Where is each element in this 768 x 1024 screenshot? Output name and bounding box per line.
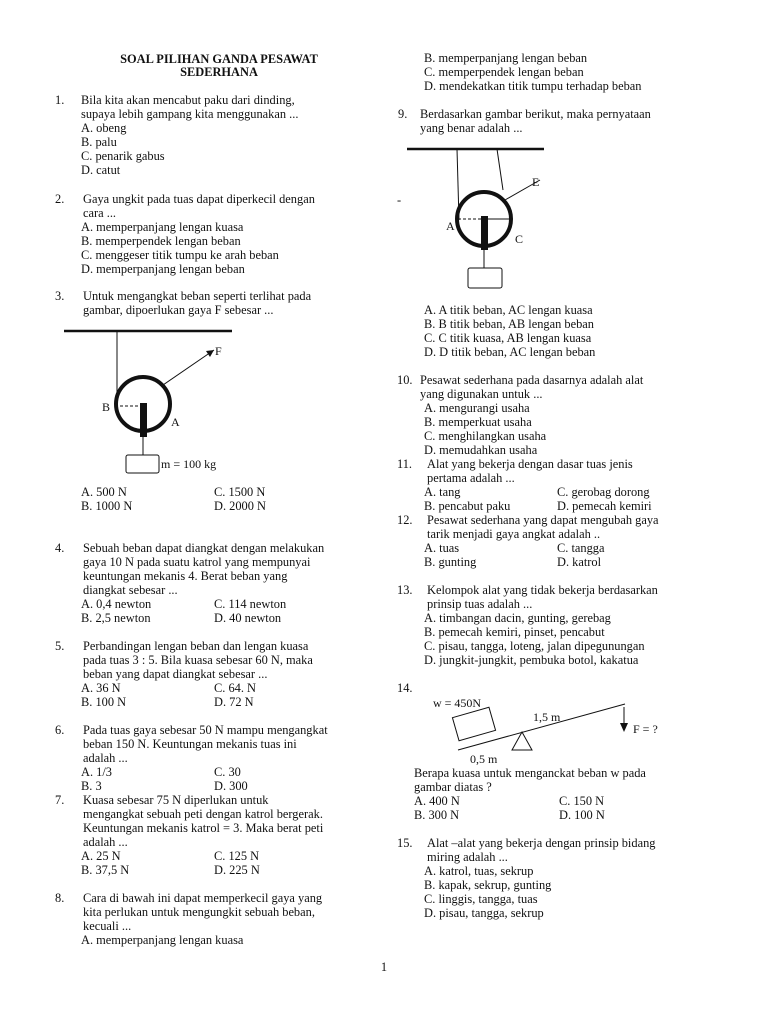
- mass-label: m = 100 kg: [161, 457, 217, 471]
- question-text: Alat –alat yang bekerja dengan prinsip bidang: [427, 836, 656, 850]
- option[interactable]: A. timbangan dacin, gunting, gerebag: [424, 611, 611, 625]
- question-text: Pesawat sederhana yang dapat mengubah gaya: [427, 513, 659, 527]
- title-line-1: SOAL PILIHAN GANDA PESAWAT: [120, 52, 318, 66]
- option[interactable]: A. 400 N: [414, 794, 460, 808]
- option[interactable]: D. mendekatkan titik tumpu terhadap beban: [424, 79, 642, 93]
- question-text: miring adalah ...: [427, 850, 508, 864]
- question-number: 10.: [397, 373, 413, 387]
- question-text: beban 150 N. Keuntungan mekanis tuas ini: [83, 737, 297, 751]
- point-c-label: C: [515, 232, 524, 246]
- point-a-label: A: [446, 219, 455, 233]
- option[interactable]: D. pisau, tangga, sekrup: [424, 906, 544, 920]
- option[interactable]: D. 100 N: [559, 808, 605, 822]
- question-number: 13.: [397, 583, 413, 597]
- option[interactable]: C. memperpendek lengan beban: [424, 65, 584, 79]
- question-text: adalah ...: [83, 751, 128, 765]
- option[interactable]: D. catut: [81, 163, 121, 177]
- option[interactable]: B. pemecah kemiri, pinset, pencabut: [424, 625, 605, 639]
- option[interactable]: A. tang: [424, 485, 461, 499]
- option[interactable]: A. memperpanjang lengan kuasa: [81, 933, 244, 947]
- force-label: F: [215, 344, 222, 358]
- option[interactable]: B. palu: [81, 135, 117, 149]
- option[interactable]: C. 125 N: [214, 849, 260, 863]
- option[interactable]: D. 40 newton: [214, 611, 282, 625]
- question-number: 5.: [55, 639, 65, 653]
- question-text: Pesawat sederhana pada dasarnya adalah alat: [420, 373, 644, 387]
- option[interactable]: C. menggeser titik tumpu ke arah beban: [81, 248, 279, 262]
- option[interactable]: B. memperkuat usaha: [424, 415, 532, 429]
- question-text: gambar, dipoerlukan gaya F sebesar ...: [83, 303, 274, 317]
- load-arm-label: 0,5 m: [470, 752, 498, 766]
- question-number: 8.: [55, 891, 65, 905]
- question-text: Berdasarkan gambar berikut, maka pernyataan: [420, 107, 651, 121]
- option[interactable]: C. tangga: [557, 541, 605, 555]
- question-number: 6.: [55, 723, 65, 737]
- option[interactable]: A. 36 N: [81, 681, 121, 695]
- option[interactable]: A. A titik beban, AC lengan kuasa: [424, 303, 593, 317]
- option[interactable]: A. mengurangi usaha: [424, 401, 530, 415]
- question-text: pertama adalah ...: [427, 471, 515, 485]
- question-text: kecuali ...: [83, 919, 132, 933]
- question-number: 9.: [398, 107, 408, 121]
- option[interactable]: C. menghilangkan usaha: [424, 429, 547, 443]
- question-text: adalah ...: [83, 835, 128, 849]
- option[interactable]: B. B titik beban, AB lengan beban: [424, 317, 595, 331]
- option[interactable]: D. memperpanjang lengan beban: [81, 262, 245, 276]
- option[interactable]: B. 3: [81, 779, 102, 793]
- question-number: 2.: [55, 192, 65, 206]
- option[interactable]: B. 1000 N: [81, 499, 133, 513]
- option[interactable]: B. 2,5 newton: [81, 611, 151, 625]
- question-text: prinsip tuas adalah ...: [427, 597, 533, 611]
- question-number: 11.: [397, 457, 413, 471]
- page-number: 1: [380, 960, 388, 974]
- option[interactable]: D. pemecah kemiri: [557, 499, 652, 513]
- question-text: Berapa kuasa untuk menganckat beban w pada: [414, 766, 646, 780]
- option[interactable]: B. memperpanjang lengan beban: [424, 51, 588, 65]
- option[interactable]: A. 1/3: [81, 765, 112, 779]
- option[interactable]: A. katrol, tuas, sekrup: [424, 864, 534, 878]
- option[interactable]: D. 300: [214, 779, 248, 793]
- title-line-2: SEDERHANA: [180, 65, 258, 79]
- option[interactable]: C. 30: [214, 765, 241, 779]
- question-text: Bila kita akan mencabut paku dari dinding,: [81, 93, 295, 107]
- question-text: Keuntungan mekanis katrol = 3. Maka berat peti: [83, 821, 324, 835]
- question-text: Alat yang bekerja dengan dasar tuas jenis: [427, 457, 633, 471]
- question-text: Perbandingan lengan beban dan lengan kuasa: [83, 639, 309, 653]
- point-e-label: E: [532, 175, 540, 189]
- question-text: beban yang dapat diangkat sebesar ...: [83, 667, 268, 681]
- option[interactable]: A. obeng: [81, 121, 127, 135]
- question-text: gambar diatas ?: [414, 780, 492, 794]
- question-text: Pada tuas gaya sebesar 50 N mampu mengangkat: [83, 723, 328, 737]
- option[interactable]: A. 0,4 newton: [81, 597, 152, 611]
- option[interactable]: D. memudahkan usaha: [424, 443, 538, 457]
- question-text: diangkat sebesar ...: [83, 583, 178, 597]
- question-text: pada tuas 3 : 5. Bila kuasa sebesar 60 N, maka: [83, 653, 313, 667]
- question-text: Cara di bawah ini dapat memperkecil gaya yang: [83, 891, 323, 905]
- question-text: Gaya ungkit pada tuas dapat diperkecil dengan: [83, 192, 315, 206]
- question-text: Kelompok alat yang tidak bekerja berdasarkan: [427, 583, 658, 597]
- question-text: Kuasa sebesar 75 N diperlukan untuk: [83, 793, 269, 807]
- option[interactable]: C. pisau, tangga, loteng, jalan dipegunungan: [424, 639, 645, 653]
- question-number: 4.: [55, 541, 65, 555]
- option[interactable]: C. 114 newton: [214, 597, 287, 611]
- question-number: 1.: [55, 93, 65, 107]
- point-a-label: A: [171, 415, 180, 429]
- question-number: 12.: [397, 513, 413, 527]
- question-text: supaya lebih gampang kita menggunakan ...: [81, 107, 299, 121]
- option[interactable]: C. 64. N: [214, 681, 256, 695]
- question-number: 3.: [55, 289, 65, 303]
- option[interactable]: B. kapak, sekrup, gunting: [424, 878, 552, 892]
- option[interactable]: C. penarik gabus: [81, 149, 165, 163]
- question-text: keuntungan mekanis 4. Berat beban yang: [83, 569, 288, 583]
- question-number: 14.: [397, 681, 413, 695]
- option[interactable]: D. 2000 N: [214, 499, 266, 513]
- option[interactable]: C. C titik kuasa, AB lengan kuasa: [424, 331, 592, 345]
- question-text: cara ...: [83, 206, 117, 220]
- option[interactable]: B. 300 N: [414, 808, 460, 822]
- option[interactable]: A. 25 N: [81, 849, 121, 863]
- option[interactable]: A. tuas: [424, 541, 460, 555]
- question-text: Sebuah beban dapat diangkat dengan melakukan: [83, 541, 325, 555]
- question-text: yang digunakan untuk ...: [420, 387, 543, 401]
- weight-label: w = 450N: [433, 696, 482, 710]
- option[interactable]: C. gerobag dorong: [557, 485, 650, 499]
- option[interactable]: D. 225 N: [214, 863, 260, 877]
- option[interactable]: A. memperpanjang lengan kuasa: [81, 220, 244, 234]
- force-unknown-label: F = ?: [633, 722, 658, 736]
- question-number: 7.: [55, 793, 65, 807]
- question-text: mengangkat sebuah peti dengan katrol bergerak.: [83, 807, 323, 821]
- question-text: kita perlukan untuk mengungkit sebuah beban,: [83, 905, 315, 919]
- option[interactable]: D. jungkit-jungkit, pembuka botol, kakatua: [424, 653, 639, 667]
- option[interactable]: A. 500 N: [81, 485, 127, 499]
- option[interactable]: B. memperpendek lengan beban: [81, 234, 241, 248]
- option[interactable]: D. D titik beban, AC lengan beban: [424, 345, 596, 359]
- option[interactable]: C. 1500 N: [214, 485, 266, 499]
- option[interactable]: B. gunting: [424, 555, 477, 569]
- question-text: Untuk mengangkat beban seperti terlihat pada: [83, 289, 312, 303]
- point-b-label: B: [102, 400, 111, 414]
- option[interactable]: D. katrol: [557, 555, 602, 569]
- question-14-text: [414, 766, 699, 822]
- option[interactable]: D. 72 N: [214, 695, 254, 709]
- option[interactable]: B. pencabut paku: [424, 499, 511, 513]
- question-text: gaya 10 N pada suatu katrol yang mempunyai: [83, 555, 311, 569]
- stray-dash: -: [397, 193, 402, 207]
- question-text: tarik menjadi gaya angkat adalah ..: [427, 527, 601, 541]
- option[interactable]: C. linggis, tangga, tuas: [424, 892, 538, 906]
- option[interactable]: C. 150 N: [559, 794, 605, 808]
- option[interactable]: B. 100 N: [81, 695, 127, 709]
- option[interactable]: B. 37,5 N: [81, 863, 130, 877]
- question-text: yang benar adalah ...: [420, 121, 523, 135]
- effort-arm-label: 1,5 m: [533, 710, 561, 724]
- question-number: 15.: [397, 836, 413, 850]
